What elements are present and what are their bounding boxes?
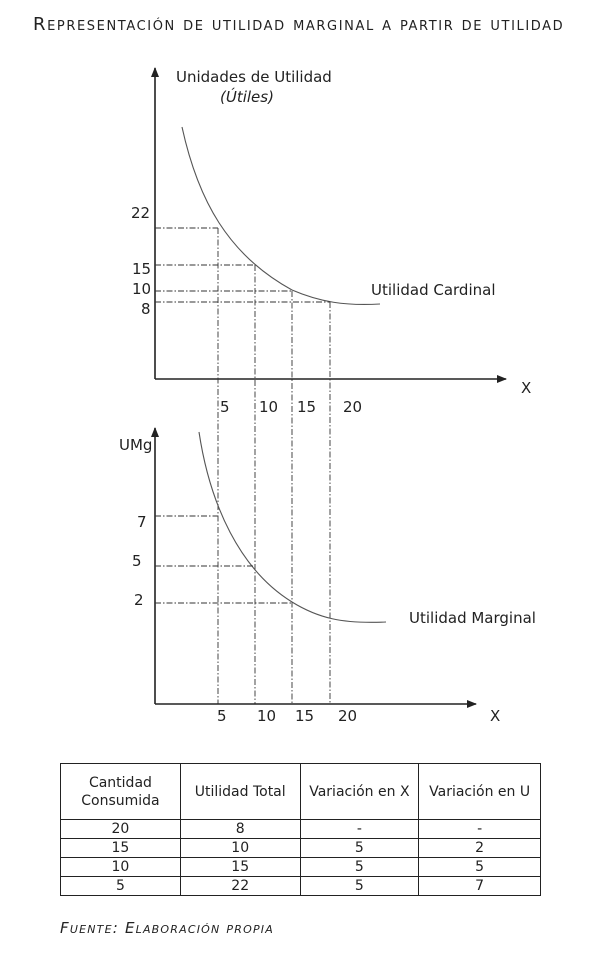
table-row xyxy=(61,839,541,858)
source-caption: Fuente: Elaboración propia xyxy=(60,919,274,937)
header-utilidad-total: Utilidad Total xyxy=(180,764,300,820)
header-cantidad-consumida-text: Cantidad Consumida xyxy=(81,774,160,809)
top-x-tick-10: 10 xyxy=(259,398,279,416)
table-cell: - xyxy=(419,820,541,839)
bottom-x-tick-10: 10 xyxy=(257,707,277,725)
data-table xyxy=(60,763,541,896)
table-row xyxy=(61,877,541,896)
table-row xyxy=(61,820,541,839)
header-variacion-x: Variación en X xyxy=(300,764,419,820)
table-cell: 10 xyxy=(180,839,300,858)
top-y-tick-10: 10 xyxy=(132,280,152,298)
top-y-tick-8: 8 xyxy=(141,300,151,318)
table-cell: 15 xyxy=(61,839,181,858)
table-cell: 2 xyxy=(419,839,541,858)
bottom-y-tick-2: 2 xyxy=(134,591,144,609)
top-x-tick-15: 15 xyxy=(297,398,317,416)
utilidad-cardinal-curve xyxy=(182,127,380,304)
page-title: Representación de utilidad marginal a partir de utilidad xyxy=(33,14,565,35)
header-variacion-u: Variación en U xyxy=(419,764,541,820)
table-cell: 8 xyxy=(180,820,300,839)
bottom-y-axis-label: UMg xyxy=(119,436,153,454)
table-cell: 5 xyxy=(419,858,541,877)
table-cell: 5 xyxy=(300,877,419,896)
top-y-tick-22: 22 xyxy=(131,204,151,222)
table-cell: 5 xyxy=(300,839,419,858)
header-cantidad-consumida xyxy=(61,764,181,820)
table-cell: 15 xyxy=(180,858,300,877)
table-header-row xyxy=(61,764,541,820)
table-cell: 5 xyxy=(300,858,419,877)
table-cell: 5 xyxy=(61,877,181,896)
top-y-axis-unit: (Útiles) xyxy=(220,88,274,106)
top-x-tick-20: 20 xyxy=(343,398,363,416)
table-cell: 22 xyxy=(180,877,300,896)
table-row xyxy=(61,858,541,877)
table-cell: 10 xyxy=(61,858,181,877)
utilidad-marginal-label: Utilidad Marginal xyxy=(409,609,536,627)
bottom-x-tick-15: 15 xyxy=(295,707,315,725)
table-cell: 20 xyxy=(61,820,181,839)
top-x-tick-5: 5 xyxy=(220,398,230,416)
top-x-axis-label: X xyxy=(521,379,532,397)
bottom-y-tick-7: 7 xyxy=(137,513,147,531)
table-cell: - xyxy=(300,820,419,839)
bottom-x-axis-label: X xyxy=(490,707,501,725)
bottom-x-tick-20: 20 xyxy=(338,707,358,725)
top-y-axis-label: Unidades de Utilidad xyxy=(176,68,332,86)
top-y-tick-15: 15 xyxy=(132,260,152,278)
bottom-y-tick-5: 5 xyxy=(132,552,142,570)
utilidad-cardinal-label: Utilidad Cardinal xyxy=(371,281,496,299)
table-cell: 7 xyxy=(419,877,541,896)
utilidad-marginal-curve xyxy=(199,432,386,622)
bottom-x-tick-5: 5 xyxy=(217,707,227,725)
